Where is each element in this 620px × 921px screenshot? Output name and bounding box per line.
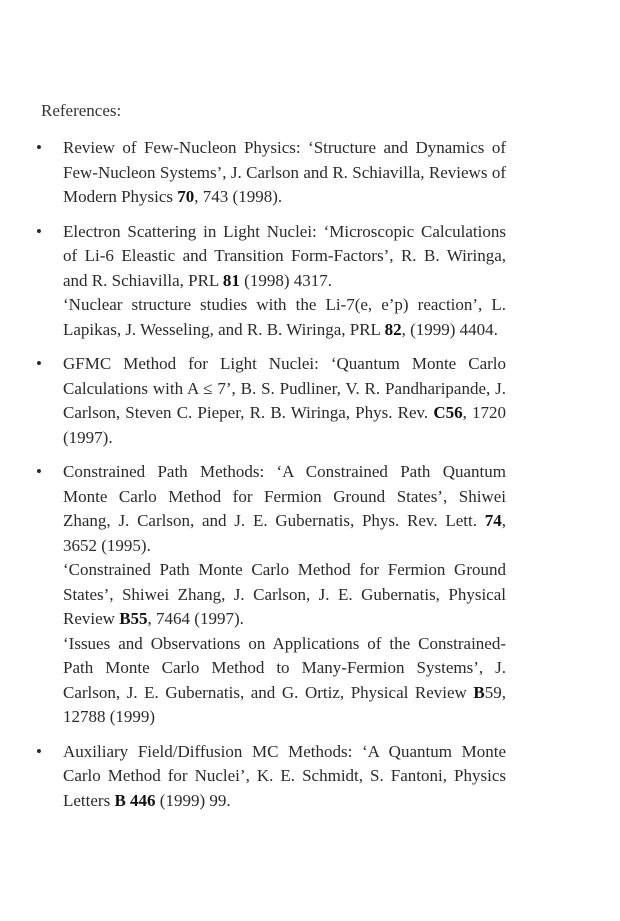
reference-citation	[63, 558, 506, 632]
bullet-icon: •	[36, 462, 42, 481]
citation-text: ‘Constrained Path Monte Carlo Method for Fermion Ground States’, Shiwei Zhang, J. Carlson, J. E. Gubernatis, Physical Review	[63, 560, 506, 628]
volume-number: B 446	[114, 790, 156, 810]
reference-item	[36, 220, 506, 343]
reference-citation	[63, 136, 506, 210]
volume-number: 82	[384, 319, 402, 339]
bullet-icon: •	[36, 354, 42, 373]
bullet-icon: •	[36, 221, 42, 241]
citation-text: (1998) 4317.	[239, 270, 332, 290]
citation-text: ‘Issues and Observations on Applications of the Constrained-Path Monte Carlo Method to Many-Fermion Systems’, J. Carlson, J. E. Gubernatis, and G. Ortiz, Physical Review	[63, 633, 506, 702]
volume-number: 81	[222, 270, 240, 290]
citation-text: ‘Nuclear structure studies with the Li-7(e, e’p) reaction’, L. Lapikas, J. Wesseling, and R. B. Wiringa, PRL	[63, 295, 506, 339]
volume-number: 70	[177, 187, 195, 206]
reference-item	[36, 352, 506, 450]
reference-citation	[63, 293, 506, 342]
references-heading: References:	[41, 101, 122, 120]
citation-text: Electron Scattering in Light Nuclei: ‘Microscopic Calculations of Li-6 Eleastic and Transition Form-Factors’, R. B. Wiringa, and R. Schiavilla, PRL	[63, 221, 506, 290]
volume-number: B	[473, 682, 485, 702]
volume-number: B55	[119, 609, 148, 628]
citation-text: , 7464 (1997).	[147, 609, 244, 628]
reference-item	[36, 460, 506, 730]
reference-citation	[63, 632, 506, 730]
reference-citation	[63, 220, 506, 294]
citation-text: Review of Few-Nucleon Physics: ‘Structure and Dynamics of Few-Nucleon Systems’, J. Carlson and R. Schiavilla, Reviews of Modern Physics	[63, 138, 506, 206]
citation-text: (1999) 99.	[155, 790, 231, 810]
bullet-icon: •	[36, 138, 42, 157]
citation-text: Constrained Path Methods: ‘A Constrained Path Quantum Monte Carlo Method for Fermion Ground States’, Shiwei Zhang, J. Carlson, and J. E. Gubernatis, Phys. Rev. Lett.	[63, 462, 506, 530]
citation-text: GFMC Method for Light Nuclei: ‘Quantum Monte Carlo Calculations with A ≤ 7’, B. S. Pudliner, V. R. Pandharipande, J. Carlson, Steven C. Pieper, R. B. Wiringa, Phys. Rev.	[63, 354, 506, 422]
citation-text: , (1999) 4404.	[401, 319, 498, 339]
volume-number: C56	[433, 403, 463, 422]
reference-citation	[63, 460, 506, 558]
bullet-icon: •	[36, 741, 42, 761]
reference-list	[36, 136, 506, 823]
citation-text: Auxiliary Field/Diffusion MC Methods: ‘A Quantum Monte Carlo Method for Nuclei’, K. E. Schmidt, S. Fantoni, Physics Letters	[63, 741, 506, 810]
citation-text: , 743 (1998).	[194, 187, 283, 206]
citation-text: , 1720 (1997).	[63, 403, 507, 447]
volume-number: 74	[484, 511, 502, 530]
reference-citation	[63, 352, 506, 450]
citation-text: , 3652 (1995).	[63, 511, 506, 555]
citation-text: 59, 12788 (1999)	[63, 682, 506, 726]
reference-item	[36, 740, 506, 814]
reference-citation	[63, 740, 506, 814]
reference-item	[36, 136, 506, 210]
